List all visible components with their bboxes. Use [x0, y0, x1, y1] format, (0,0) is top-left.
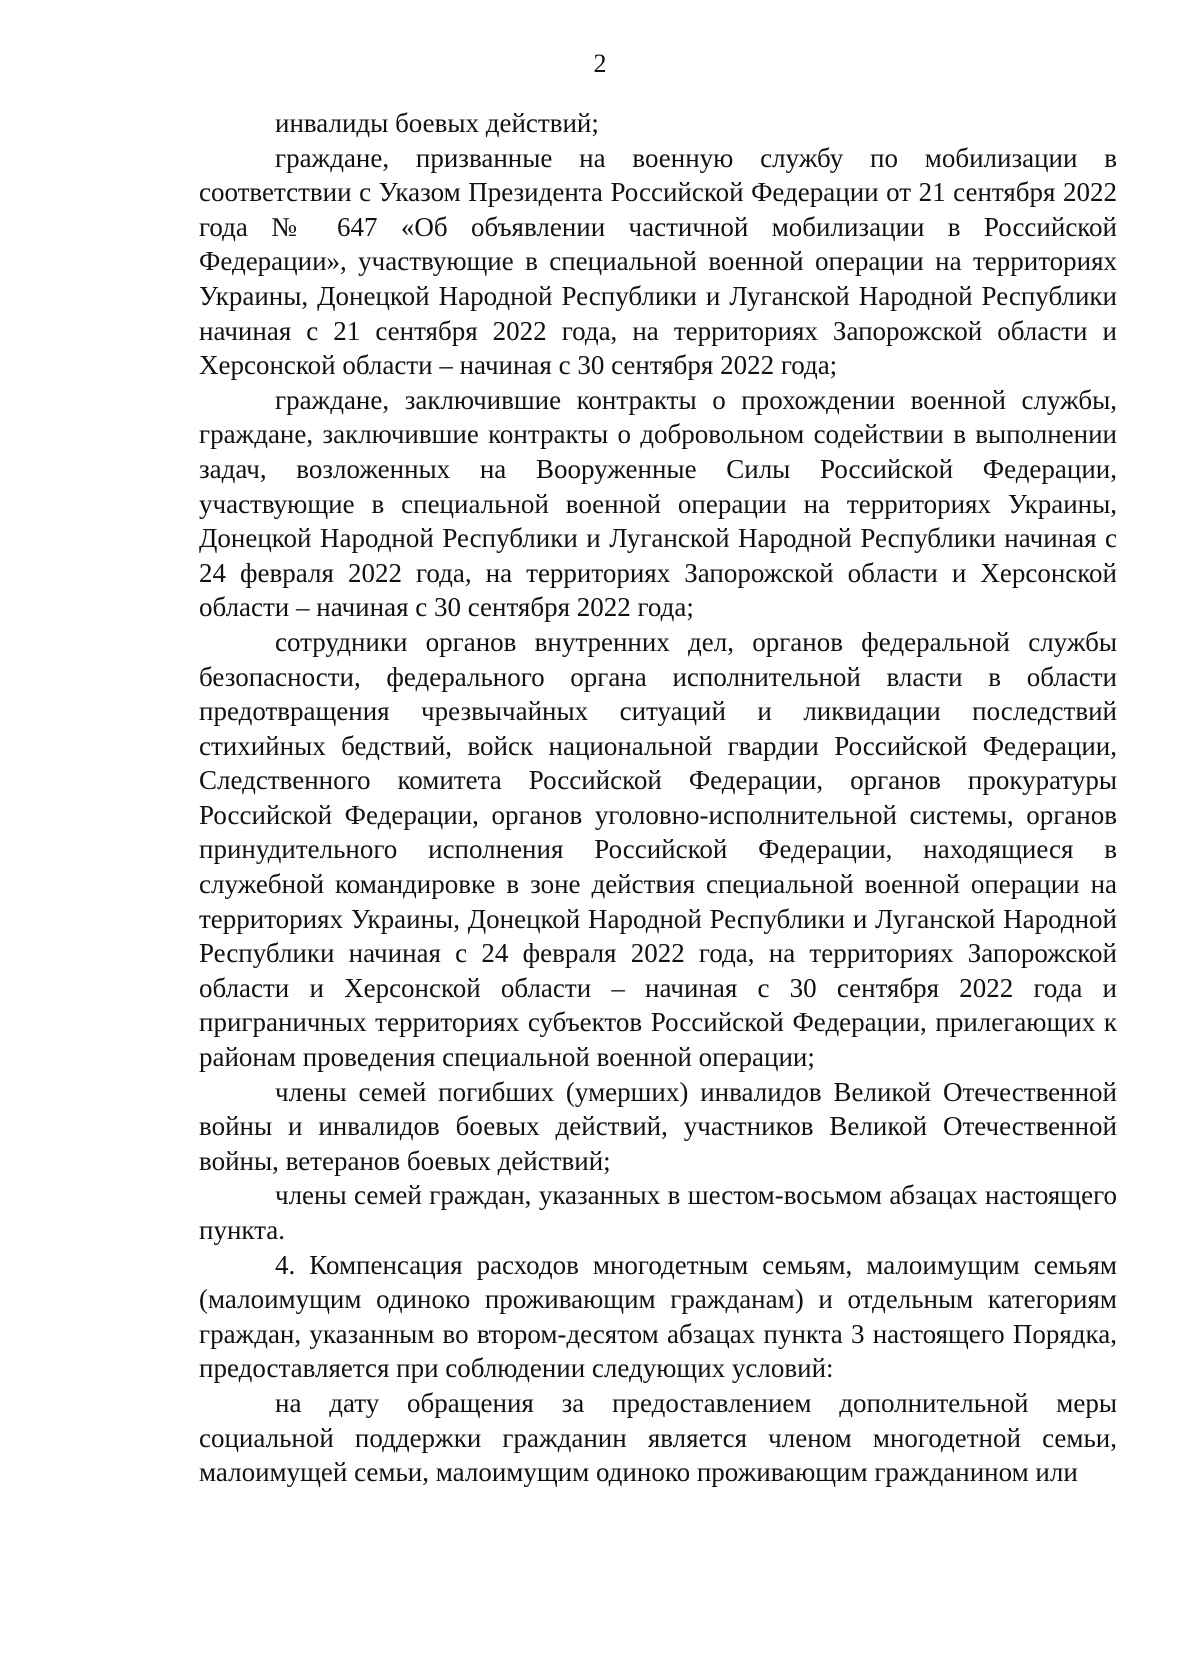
paragraph-8: на дату обращения за предоставлением дополнительной меры социальной поддержки гражданин является членом многодетной семьи, малоимущей семьи, малоимущим одиноко проживающим гражданином или	[199, 1387, 1117, 1488]
paragraph-3: граждане, заключившие контракты о прохождении военной службы, граждане, заключившие контракты о добровольном содействии в выполнении задач, возложенных на Вооруженные Силы Российской Федерации, участвующие в специальной военной операции на территориях Украины, Донецкой Народной Республики и Луганской Народной Республики начиная с 24 февраля 2022 года, на территориях Запорожской области и Херсонской области – начиная с 30 сентября 2022 года;	[199, 384, 1117, 623]
paragraph-4: сотрудники органов внутренних дел, органов федеральной службы безопасности, федерального органа исполнительной власти в области предотвращения чрезвычайных ситуаций и ликвидации последствий стихийных бедствий, войск национальной гвардии Российской Федерации, Следственного комитета Российской Федерации, органов прокуратуры Российской Федерации, органов уголовно-исполнительной системы, органов принудительного исполнения Российской Федерации, находящиеся в служебной командировке в зоне действия специальной военной операции на территориях Украины, Донецкой Народной Республики и Луганской Народной Республики начиная с 24 февраля 2022 года, на территориях Запорожской области и Херсонской области – начиная с 30 сентября 2022 года и приграничных территориях субъектов Российской Федерации, прилегающих к районам проведения специальной военной операции;	[199, 626, 1117, 1073]
paragraph-7: 4. Компенсация расходов многодетным семьям, малоимущим семьям (малоимущим одиноко проживающим гражданам) и отдельным категориям граждан, указанным во втором-десятом абзацах пункта 3 настоящего Порядка, предоставляется при соблюдении следующих условий:	[199, 1249, 1117, 1384]
paragraph-1: инвалиды боевых действий;	[275, 108, 599, 138]
document-body	[199, 106, 1117, 1490]
paragraph-6: члены семей граждан, указанных в шестом-восьмом абзацах настоящего пункта.	[199, 1180, 1117, 1245]
paragraph-2: граждане, призванные на военную службу по мобилизации в соответствии с Указом Президента Российской Федерации от 21 сентября 2022 года № 647 «Об объявлении частичной мобилизации в Российской Федерации», участвующие в специальной военной операции на территориях Украины, Донецкой Народной Республики и Луганской Народной Республики начиная с 21 сентября 2022 года, на территориях Запорожской области и Херсонской области – начиная с 30 сентября 2022 года;	[199, 142, 1117, 381]
paragraph-5: члены семей погибших (умерших) инвалидов Великой Отечественной войны и инвалидов боевых действий, участников Великой Отечественной войны, ветеранов боевых действий;	[199, 1076, 1117, 1176]
page-number: 2	[593, 49, 607, 78]
